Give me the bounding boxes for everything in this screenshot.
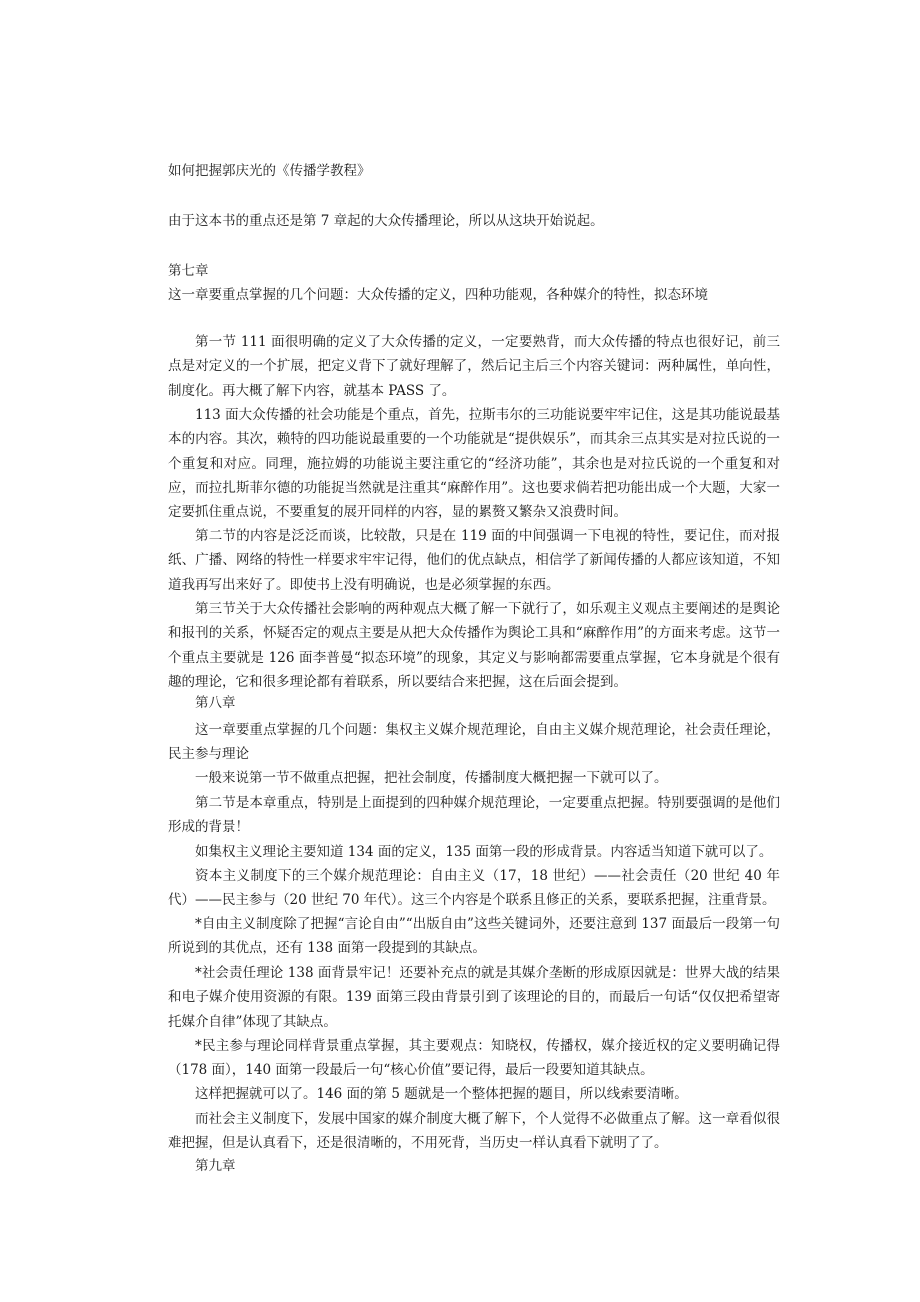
chapter-8-paragraph-2: 第二节是本章重点，特别是上面提到的四种媒介规范理论，一定要重点把握。特别要强调的是他们形成的背景！ bbox=[168, 795, 780, 836]
chapter-8-paragraph-5: *自由主义制度除了把握“言论自由”“出版自由”这些关键词外，还要注意到 137 面最后一段第一句所说到的其优点，还有 138 面第一段提到的其缺点。 bbox=[168, 916, 780, 957]
chapter-8-paragraph-8: 这样把握就可以了。146 面的第 5 题就是一个整体把握的题目，所以线索要清晰。 bbox=[195, 1086, 688, 1102]
chapter-8-heading: 第八章 bbox=[195, 695, 236, 711]
chapter-8-summary: 这一章要重点掌握的几个问题：集权主义媒介规范理论，自由主义媒介规范理论，社会责任理论，民主参与理论 bbox=[168, 722, 780, 763]
chapter-7-paragraph-4: 第三节关于大众传播社会影响的两种观点大概了解一下就行了，如乐观主义观点主要阐述的是舆论和报刊的关系，怀疑否定的观点主要是从把大众传播作为舆论工具和“麻醉作用”的方面来考虑。这节一个重点主要就是 126 面李普曼“拟态环境”的现象，其定义与影响都需要重点掌握，它本身就是个很有趣的理论，它和很多理论都有着联系，所以要结合来把握，这在后面会提到。 bbox=[168, 601, 780, 690]
chapter-7-paragraph-1: 第一节 111 面很明确的定义了大众传播的定义，一定要熟背，而大众传播的特点也很好记，前三点是对定义的一个扩展，把定义背下了就好理解了，然后记主后三个内容关键词：两种属性，单向性，制度化。再大概了解下内容，就基本 PASS 了。 bbox=[168, 334, 780, 399]
chapter-8-paragraph-9: 而社会主义制度下，发展中国家的媒介制度大概了解下，个人觉得不必做重点了解。这一章看似很难把握，但是认真看下，还是很清晰的，不用死背，当历史一样认真看下就明了了。 bbox=[168, 1111, 780, 1152]
chapter-7-summary: 这一章要重点掌握的几个问题：大众传播的定义，四种功能观，各种媒介的特性，拟态环境 bbox=[168, 287, 708, 303]
chapter-8-paragraph-4: 资本主义制度下的三个媒介规范理论：自由主义（17，18 世纪）——社会责任（20 世纪 40 年代）——民主参与（20 世纪 70 年代）。这三个内容是个联系且修正的关系，要联系把握，注重背景。 bbox=[168, 868, 780, 909]
document-title: 如何把握郭庆光的《传播学教程》 bbox=[168, 163, 371, 179]
chapter-7-paragraph-2: 113 面大众传播的社会功能是个重点，首先，拉斯韦尔的三功能说要牢牢记住，这是其功能说最基本的内容。其次，赖特的四功能说最重要的一个功能就是“提供娱乐”，而其余三点其实是对拉氏说的一个重复和对应。同理，施拉姆的功能说主要注重它的“经济功能”，其余也是对拉氏说的一个重复和对应，而拉扎斯菲尔德的功能捉当然就是注重其“麻醉作用”。这也要求倘若把功能出成一个大题，大家一定要抓住重点说，不要重复的展开同样的内容，显的累赘又繁杂又浪费时间。 bbox=[168, 407, 780, 521]
intro-paragraph: 由于这本书的重点还是第 7 章起的大众传播理论，所以从这块开始说起。 bbox=[168, 213, 604, 229]
chapter-8-paragraph-7: *民主参与理论同样背景重点掌握，其主要观点：知晓权，传播权，媒介接近权的定义要明确记得（178 面），140 面第一段最后一句“核心价值”要记得，最后一段要知道其缺点。 bbox=[168, 1038, 780, 1079]
chapter-8-paragraph-6: *社会责任理论 138 面背景牢记！还要补充点的就是其媒介垄断的形成原因就是：世界大战的结果和电子媒介使用资源的有限。139 面第三段由背景引到了该理论的目的，而最后一句话“仅仅把希望寄托媒介自律”体现了其缺点。 bbox=[168, 965, 780, 1030]
chapter-9-heading: 第九章 bbox=[195, 1158, 236, 1174]
chapter-8-paragraph-1: 一般来说第一节不做重点把握，把社会制度，传播制度大概把握一下就可以了。 bbox=[195, 770, 668, 786]
chapter-7-paragraph-3: 第二节的内容是泛泛而谈，比较散，只是在 119 面的中间强调一下电视的特性，要记住，而对报纸、广播、网络的特性一样要求牢牢记得，他们的优点缺点，相信学了新闻传播的人都应该知道，不知道我再写出来好了。即使书上没有明确说，也是必须掌握的东西。 bbox=[168, 528, 780, 593]
chapter-8-paragraph-3: 如集权主义理论主要知道 134 面的定义，135 面第一段的形成背景。内容适当知道下就可以了。 bbox=[195, 844, 773, 860]
chapter-7-heading: 第七章 bbox=[168, 263, 209, 279]
